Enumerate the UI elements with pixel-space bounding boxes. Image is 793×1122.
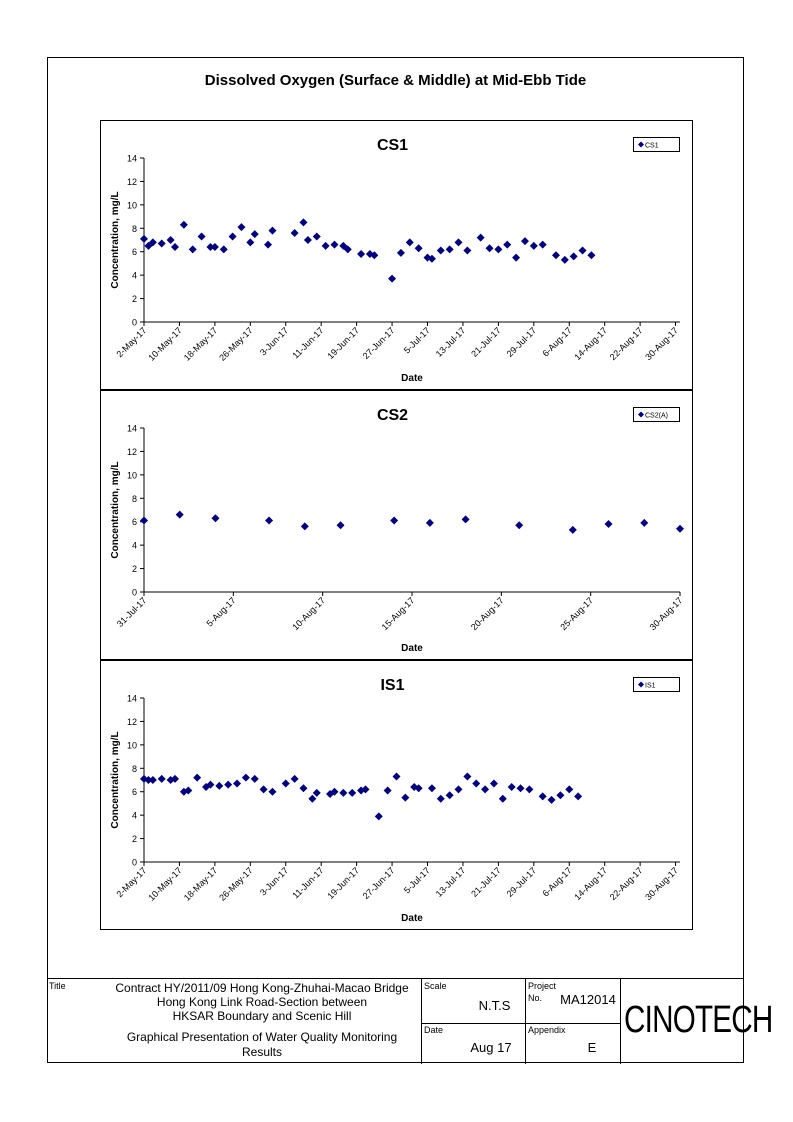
x-tick-label: 5-Jul-17 <box>401 865 432 896</box>
y-tick-label: 6 <box>131 247 137 258</box>
x-tick-label: 30-Aug-17 <box>647 595 685 633</box>
x-tick-label: 19-Jun-17 <box>325 325 362 362</box>
y-tick-label: 10 <box>126 470 137 481</box>
x-tick-label: 11-Jun-17 <box>290 325 326 361</box>
y-tick-label: 8 <box>131 493 137 504</box>
x-axis-label: Date <box>401 913 423 924</box>
x-tick-label: 14-Aug-17 <box>572 865 610 903</box>
legend <box>634 138 680 152</box>
y-tick-label: 10 <box>126 200 137 211</box>
drawing-title-line2: Results <box>241 1045 282 1059</box>
chart-panel-cs1 <box>101 121 693 390</box>
x-tick-label: 27-Jun-17 <box>360 325 397 362</box>
chart-title: CS2 <box>376 407 409 424</box>
scale-label: Scale <box>424 981 447 991</box>
x-tick-label: 5-Jul-17 <box>401 325 432 356</box>
date-value: Aug 17 <box>470 1040 512 1055</box>
appendix-value: E <box>587 1040 597 1055</box>
x-tick-label: 19-Jun-17 <box>325 865 362 902</box>
project-title-line2: Hong Kong Link Road-Section between <box>156 995 368 1009</box>
title-block <box>47 978 773 1063</box>
tb-divider <box>620 979 621 1064</box>
x-tick-label: 18-May-17 <box>181 865 220 903</box>
tb-divider <box>421 979 422 1064</box>
chart-panel-is1 <box>101 661 693 930</box>
x-tick-label: 18-May-17 <box>181 325 220 363</box>
company-logo: CINOTECH <box>624 999 773 1041</box>
legend-label: IS1 <box>645 682 656 690</box>
y-tick-label: 12 <box>126 446 137 457</box>
chart-panels <box>100 120 693 932</box>
y-tick-label: 14 <box>126 693 137 704</box>
y-axis-label: Concentration, mg/L <box>110 731 121 829</box>
y-tick-label: 4 <box>131 810 137 821</box>
x-tick-label: 29-Jul-17 <box>504 865 539 899</box>
x-tick-label: 25-Aug-17 <box>558 595 596 633</box>
x-tick-label: 22-Aug-17 <box>607 325 645 363</box>
legend-label: CS2(A) <box>645 412 668 420</box>
drawing-title-line1: Graphical Presentation of Water Quality Monitoring <box>126 1030 398 1044</box>
project-no-value: MA12014 <box>560 992 616 1007</box>
x-tick-label: 30-Aug-17 <box>643 865 680 903</box>
y-tick-label: 4 <box>131 540 137 551</box>
y-tick-label: 8 <box>131 763 137 774</box>
y-tick-label: 2 <box>131 564 137 575</box>
y-tick-label: 14 <box>126 153 137 164</box>
project-title-line3: HKSAR Boundary and Scenic Hill <box>172 1009 352 1023</box>
y-axis-label: Concentration, mg/L <box>110 191 121 289</box>
x-tick-label: 31-Jul-17 <box>114 595 149 629</box>
y-tick-label: 0 <box>131 317 137 328</box>
x-tick-label: 26-May-17 <box>217 325 255 363</box>
x-tick-label: 29-Jul-17 <box>504 325 539 359</box>
y-axis-label: Concentration, mg/L <box>110 461 121 559</box>
project-title-line1: Contract HY/2011/09 Hong Kong-Zhuhai-Macao Bridge <box>115 981 409 995</box>
x-tick-label: 10-May-17 <box>146 325 184 363</box>
x-tick-label: 21-Jul-17 <box>469 325 503 359</box>
y-tick-label: 10 <box>126 740 137 751</box>
x-tick-label: 11-Jun-17 <box>290 865 326 901</box>
x-tick-label: 20-Aug-17 <box>468 595 506 633</box>
project-no-label: No. <box>528 993 543 1003</box>
y-tick-label: 0 <box>131 587 137 598</box>
y-tick-label: 12 <box>126 716 137 727</box>
x-tick-label: 30-Aug-17 <box>643 325 680 363</box>
date-label: Date <box>424 1025 444 1035</box>
project-label: Project <box>528 981 557 991</box>
x-tick-label: 5-Aug-17 <box>204 595 238 629</box>
tb-divider <box>421 1023 620 1024</box>
chart-panel-cs2 <box>101 391 693 660</box>
x-tick-label: 10-Aug-17 <box>290 595 328 633</box>
x-tick-label: 27-Jun-17 <box>360 865 397 902</box>
x-tick-label: 2-May-17 <box>114 865 149 900</box>
y-tick-label: 2 <box>131 294 137 305</box>
chart-title: CS1 <box>376 137 409 154</box>
x-tick-label: 2-May-17 <box>114 325 149 360</box>
y-tick-label: 0 <box>131 857 137 868</box>
chart-stack <box>100 120 693 937</box>
legend <box>634 408 680 422</box>
legend-label: CS1 <box>645 142 659 150</box>
title-label: Title <box>49 981 66 991</box>
x-tick-label: 10-May-17 <box>146 865 184 903</box>
x-tick-label: 13-Jul-17 <box>433 865 468 899</box>
x-tick-label: 6-Aug-17 <box>540 865 574 899</box>
x-tick-label: 21-Jul-17 <box>469 865 503 899</box>
y-tick-label: 4 <box>131 270 137 281</box>
x-tick-label: 13-Jul-17 <box>433 325 468 359</box>
x-tick-label: 26-May-17 <box>217 865 255 903</box>
y-tick-label: 12 <box>126 176 137 187</box>
x-tick-label: 3-Jun-17 <box>257 865 291 898</box>
x-tick-label: 14-Aug-17 <box>572 325 610 363</box>
appendix-label: Appendix <box>528 1025 566 1035</box>
x-tick-label: 6-Aug-17 <box>540 325 574 359</box>
y-tick-label: 8 <box>131 223 137 234</box>
chart-title: IS1 <box>380 677 405 694</box>
legend <box>634 678 680 692</box>
tb-divider <box>525 979 526 1064</box>
y-tick-label: 2 <box>131 834 137 845</box>
x-axis-label: Date <box>401 643 423 654</box>
x-tick-label: 15-Aug-17 <box>379 595 417 633</box>
y-tick-label: 14 <box>126 423 137 434</box>
y-tick-label: 6 <box>131 517 137 528</box>
x-tick-label: 22-Aug-17 <box>607 865 645 903</box>
x-tick-label: 3-Jun-17 <box>257 325 291 358</box>
x-axis-label: Date <box>401 373 423 384</box>
page-title: Dissolved Oxygen (Surface & Middle) at Mid-Ebb Tide <box>204 72 587 89</box>
y-tick-label: 6 <box>131 787 137 798</box>
scale-value: N.T.S <box>478 998 511 1013</box>
